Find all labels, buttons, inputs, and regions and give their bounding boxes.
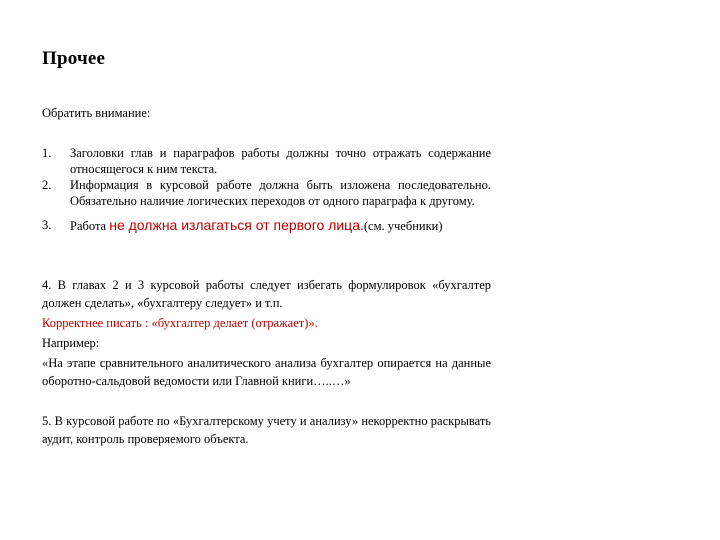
paragraph-4	[42, 276, 491, 392]
slide-title: Прочее	[42, 48, 106, 69]
list-number: 2.	[42, 178, 52, 192]
example-text: «На этапе сравнительного аналитического анализа бухгалтер опирается на данные оборотно-сальдовой ведомости или Главной книги…..…»	[42, 356, 491, 388]
paragraph-4-text: 4. В главах 2 и 3 курсовой работы следует избегать формулировок «бухгалтер должен сделать», «бухгалтеру следует» и т.п.	[42, 278, 491, 310]
example-label: Например:	[42, 336, 100, 350]
list-number: 1.	[42, 146, 52, 160]
list-item-text: Информация в курсовой работе должна быть изложена последовательно. Обязательно наличие логических переходов от одного параграфа к другому.	[70, 178, 491, 208]
list-item-text: Заголовки глав и параграфов работы должны точно отражать содержание относящегося к ним текста.	[70, 146, 491, 176]
list-item-text-before: Работа	[70, 219, 110, 233]
list-item-text-after: (см. учебники)	[363, 219, 443, 233]
list-item	[42, 217, 491, 234]
paragraph-5: 5. В курсовой работе по «Бухгалтерскому учету и анализу» некорректно раскрывать аудит, контроль проверяемого объекта.	[42, 414, 491, 446]
list-item	[42, 145, 491, 177]
list-item-highlight: не должна излагаться от первого лица.	[109, 217, 364, 233]
list-item	[42, 177, 491, 209]
paragraph-4-red-note: Корректнее писать : «бухгалтер делает (отражает)».	[42, 316, 318, 330]
intro-text: Обратить внимание:	[42, 106, 151, 120]
numbered-list	[42, 145, 491, 234]
list-number: 3.	[42, 218, 52, 232]
